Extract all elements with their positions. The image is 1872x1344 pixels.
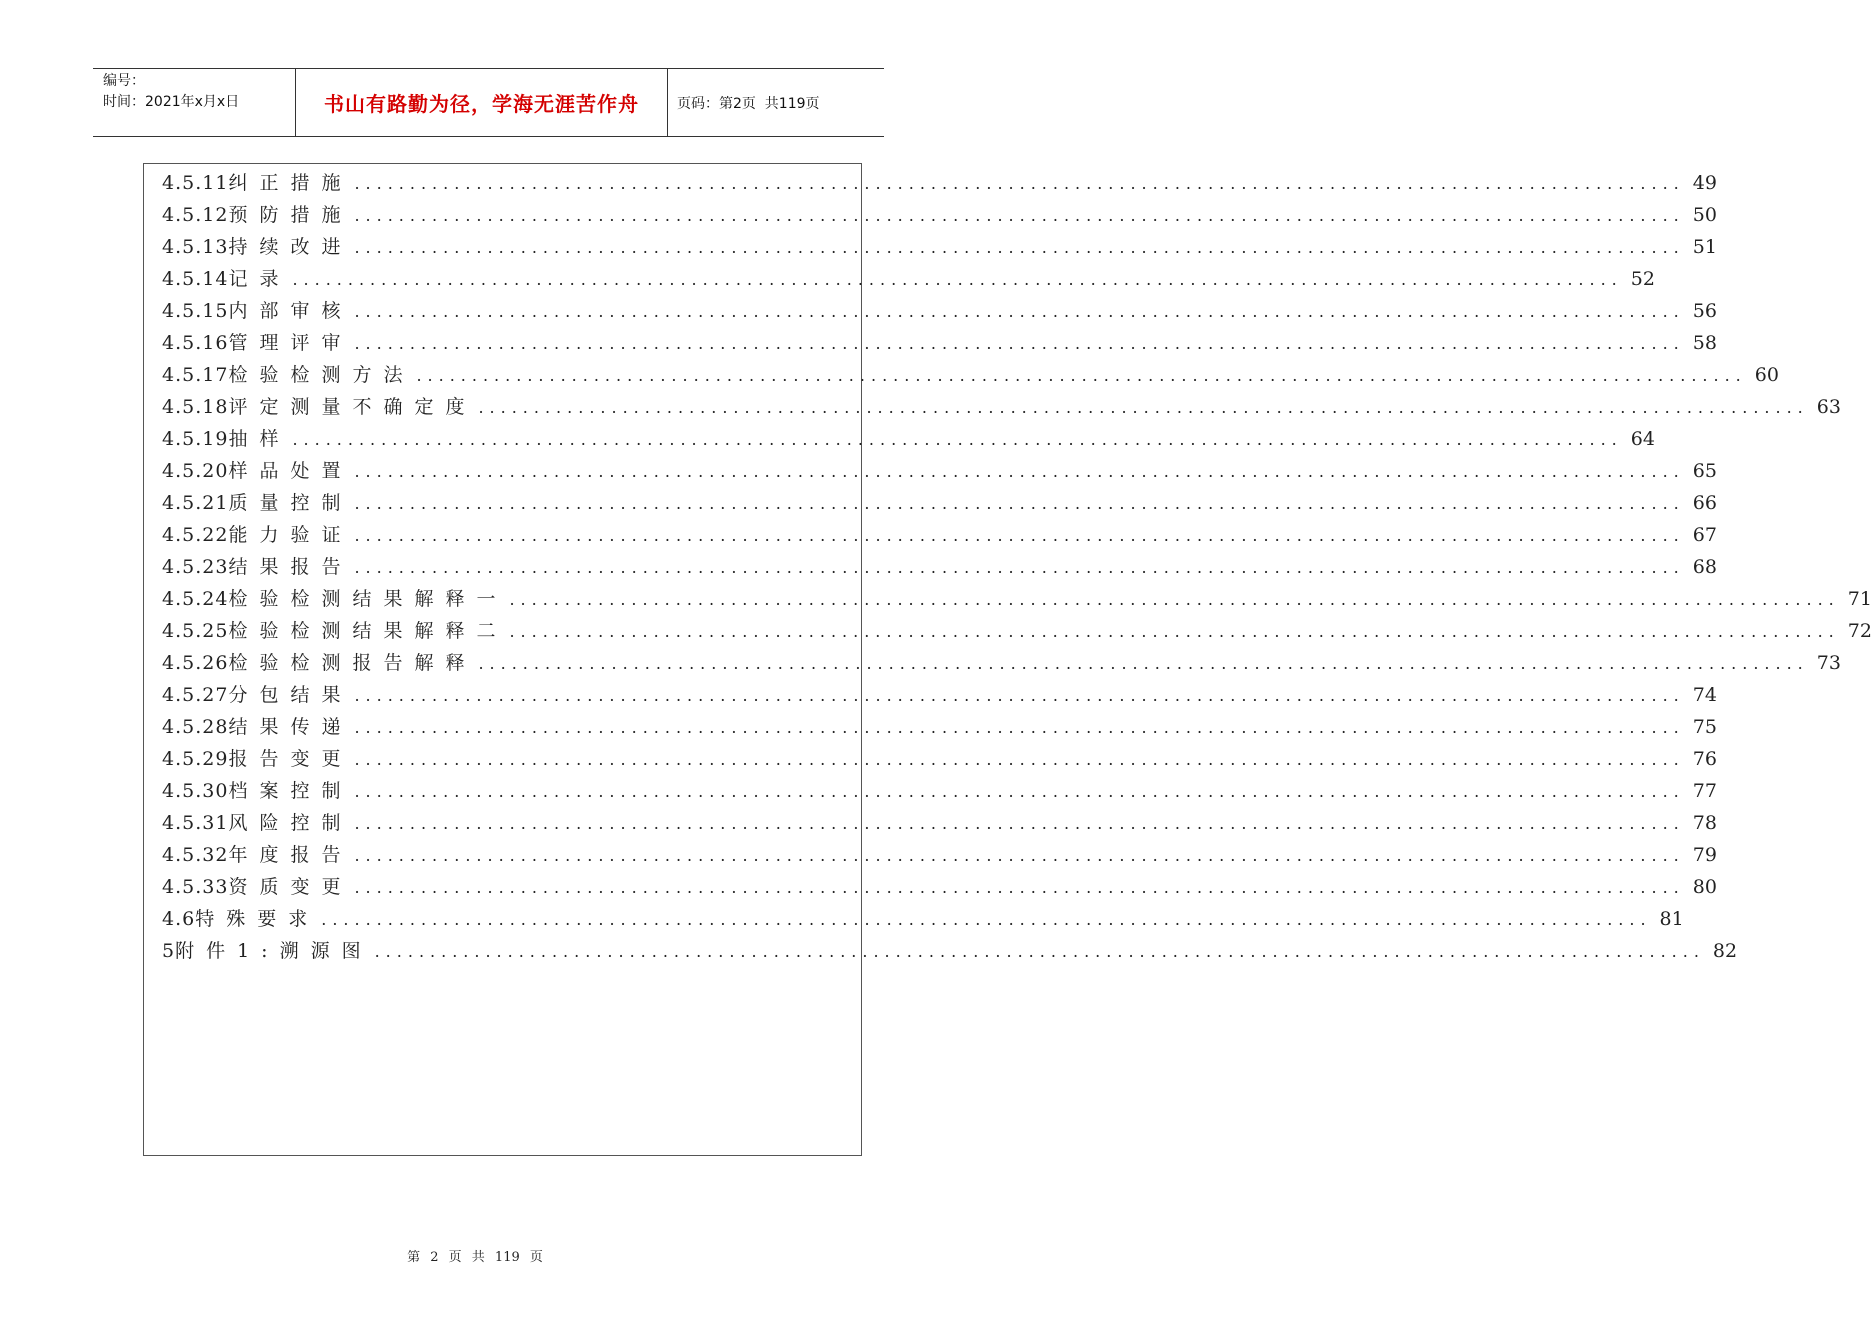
toc-entry-number: 4.5.12 bbox=[162, 204, 229, 226]
toc-entry-page: 79 bbox=[1692, 844, 1717, 866]
page-header bbox=[93, 68, 884, 137]
toc-entry-number: 4.5.24 bbox=[162, 588, 229, 610]
toc-entry-title: 检验检测结果解释二 bbox=[228, 620, 508, 642]
toc-entry-number: 4.5.21 bbox=[162, 492, 229, 514]
toc-entry-number: 4.5.17 bbox=[162, 364, 229, 386]
page-footer bbox=[0, 1246, 950, 1265]
toc-entry-page: 74 bbox=[1692, 684, 1717, 706]
toc-entry-title: 持续改进 bbox=[228, 236, 353, 258]
toc-entry-page: 75 bbox=[1692, 716, 1717, 738]
toc-entry-page: 76 bbox=[1692, 748, 1717, 770]
toc-dot-leader: ........................................................................................................................ bbox=[354, 238, 1685, 257]
toc-entry-number: 4.5.27 bbox=[162, 684, 229, 706]
toc-entry-page: 78 bbox=[1692, 812, 1717, 834]
toc-dot-leader: ........................................................................................................................ bbox=[292, 430, 1623, 449]
toc-entry-number: 4.5.14 bbox=[162, 268, 229, 290]
toc-entry-title: 纠正措施 bbox=[228, 172, 353, 194]
toc-entry[interactable] bbox=[162, 648, 1841, 678]
toc-entry-number: 4.5.18 bbox=[162, 396, 229, 418]
toc-entry-page: 82 bbox=[1712, 940, 1738, 962]
toc-dot-leader: ........................................................................................................................ bbox=[354, 334, 1685, 353]
toc-entry-page: 68 bbox=[1692, 556, 1717, 578]
toc-dot-leader: ........................................................................................................................ bbox=[416, 366, 1747, 385]
toc-dot-leader: ........................................................................................................................ bbox=[354, 526, 1685, 545]
toc-entry-number: 4.5.32 bbox=[162, 844, 229, 866]
toc-dot-leader: ........................................................................................................................ bbox=[354, 462, 1685, 481]
toc-dot-leader: ........................................................................................................................ bbox=[354, 206, 1685, 225]
toc-dot-leader: ........................................................................................................................ bbox=[292, 270, 1623, 289]
toc-entry[interactable] bbox=[162, 712, 1717, 742]
serial-number-label: 编号： bbox=[103, 73, 145, 89]
toc-entry-title: 检验检测方法 bbox=[228, 364, 415, 386]
toc-entry-number: 4.5.30 bbox=[162, 780, 229, 802]
toc-entry-number: 4.5.20 bbox=[162, 460, 229, 482]
toc-entry-title: 质量控制 bbox=[228, 492, 353, 514]
toc-entry-page: 49 bbox=[1692, 172, 1717, 194]
toc-entry-title: 年度报告 bbox=[228, 844, 353, 866]
toc-entry[interactable] bbox=[162, 840, 1717, 870]
toc-entry-number: 4.5.15 bbox=[162, 300, 229, 322]
toc-entry-page: 73 bbox=[1816, 652, 1841, 674]
toc-entry[interactable] bbox=[162, 424, 1655, 454]
toc-entry[interactable] bbox=[162, 328, 1717, 358]
toc-entry[interactable] bbox=[162, 584, 1872, 614]
toc-entry-number: 4.5.28 bbox=[162, 716, 229, 738]
toc-dot-leader: ........................................................................................................................ bbox=[354, 174, 1685, 193]
date-label: 时间：2021年x月x日 bbox=[103, 94, 240, 110]
footer-page-number: 第 2 页 共 119 页 bbox=[407, 1250, 543, 1265]
page-number-cell bbox=[668, 69, 884, 136]
toc-entry-number: 4.5.19 bbox=[162, 428, 229, 450]
toc-entry[interactable] bbox=[162, 552, 1717, 582]
toc-entry-title: 抽样 bbox=[228, 428, 291, 450]
toc-entry[interactable] bbox=[162, 616, 1872, 646]
toc-dot-leader: ........................................................................................................................ bbox=[354, 302, 1685, 321]
toc-dot-leader: ........................................................................................................................ bbox=[509, 590, 1840, 609]
toc-entry-page: 66 bbox=[1692, 492, 1717, 514]
toc-entry-title: 检验检测结果解释一 bbox=[228, 588, 508, 610]
toc-entry-title: 结果传递 bbox=[228, 716, 353, 738]
toc-entry[interactable] bbox=[162, 904, 1684, 934]
toc-entry-number: 4.5.25 bbox=[162, 620, 229, 642]
toc-entry[interactable] bbox=[162, 360, 1779, 390]
toc-entry[interactable] bbox=[162, 200, 1717, 230]
toc-entry-page: 60 bbox=[1754, 364, 1779, 386]
toc-dot-leader: ........................................................................................................................ bbox=[354, 558, 1685, 577]
toc-entry-title: 资质变更 bbox=[228, 876, 353, 898]
toc-entry-title: 评定测量不确定度 bbox=[228, 396, 477, 418]
toc-entry[interactable] bbox=[162, 296, 1717, 326]
toc-entry-page: 64 bbox=[1630, 428, 1655, 450]
toc-dot-leader: ........................................................................................................................ bbox=[374, 942, 1705, 961]
toc-dot-leader: ........................................................................................................................ bbox=[354, 750, 1685, 769]
toc-entry-title: 预防措施 bbox=[228, 204, 353, 226]
toc-entry[interactable] bbox=[162, 232, 1717, 262]
toc-entry-title: 附件1:溯源图 bbox=[175, 940, 373, 962]
toc-entry[interactable] bbox=[162, 520, 1717, 550]
toc-entry-page: 67 bbox=[1692, 524, 1717, 546]
toc-entry[interactable] bbox=[162, 872, 1717, 902]
toc-entry-title: 风险控制 bbox=[228, 812, 353, 834]
toc-entry-title: 管理评审 bbox=[228, 332, 353, 354]
toc-entry-page: 51 bbox=[1692, 236, 1717, 258]
table-of-contents bbox=[143, 163, 1872, 1156]
toc-entry-title: 检验检测报告解释 bbox=[228, 652, 477, 674]
toc-entry[interactable] bbox=[162, 808, 1717, 838]
toc-entry-title: 内部审核 bbox=[228, 300, 353, 322]
toc-entry-page: 71 bbox=[1847, 588, 1872, 610]
toc-dot-leader: ........................................................................................................................ bbox=[354, 814, 1685, 833]
toc-entry-number: 4.5.11 bbox=[162, 172, 229, 194]
toc-entry-number: 4.5.23 bbox=[162, 556, 229, 578]
toc-dot-leader: ........................................................................................................................ bbox=[321, 910, 1652, 929]
toc-entry[interactable] bbox=[162, 392, 1841, 422]
toc-dot-leader: ........................................................................................................................ bbox=[354, 718, 1685, 737]
toc-entry-number: 4.6 bbox=[162, 908, 196, 930]
toc-entry[interactable] bbox=[162, 680, 1717, 710]
toc-entry-number: 4.5.26 bbox=[162, 652, 229, 674]
toc-entry-number: 4.5.22 bbox=[162, 524, 229, 546]
motto-cell bbox=[295, 69, 668, 136]
toc-entry-page: 58 bbox=[1692, 332, 1717, 354]
toc-dot-leader: ........................................................................................................................ bbox=[509, 622, 1840, 641]
toc-entry[interactable] bbox=[162, 456, 1717, 486]
toc-entry[interactable] bbox=[162, 264, 1655, 294]
page-number-label: 页码：第2页 共119页 bbox=[677, 95, 820, 112]
toc-dot-leader: ........................................................................................................................ bbox=[354, 782, 1685, 801]
toc-entry-page: 77 bbox=[1692, 780, 1717, 802]
toc-dot-leader: ........................................................................................................................ bbox=[478, 398, 1809, 417]
toc-entry-title: 档案控制 bbox=[228, 780, 353, 802]
toc-entry[interactable] bbox=[162, 488, 1717, 518]
toc-dot-leader: ........................................................................................................................ bbox=[354, 686, 1685, 705]
toc-entry-page: 72 bbox=[1847, 620, 1872, 642]
motto-text: 书山有路勤为径，学海无涯苦作舟 bbox=[324, 92, 639, 116]
toc-dot-leader: ........................................................................................................................ bbox=[478, 654, 1809, 673]
toc-entry-title: 特殊要求 bbox=[195, 908, 320, 930]
toc-entry-title: 报告变更 bbox=[228, 748, 353, 770]
toc-entry[interactable] bbox=[162, 744, 1717, 774]
toc-entry-title: 结果报告 bbox=[228, 556, 353, 578]
toc-entry-page: 50 bbox=[1692, 204, 1717, 226]
toc-entry-number: 4.5.29 bbox=[162, 748, 229, 770]
toc-entry[interactable] bbox=[162, 936, 1738, 966]
toc-entry-title: 样品处置 bbox=[228, 460, 353, 482]
toc-entry-page: 80 bbox=[1692, 876, 1717, 898]
toc-entry-page: 56 bbox=[1692, 300, 1717, 322]
toc-entry[interactable] bbox=[162, 168, 1717, 198]
toc-entry-number: 4.5.33 bbox=[162, 876, 229, 898]
toc-entry-number: 4.5.31 bbox=[162, 812, 229, 834]
toc-entry-page: 81 bbox=[1659, 908, 1684, 930]
toc-entry-title: 分包结果 bbox=[228, 684, 353, 706]
header-meta bbox=[93, 69, 295, 136]
toc-dot-leader: ........................................................................................................................ bbox=[354, 878, 1685, 897]
toc-entry-title: 能力验证 bbox=[228, 524, 353, 546]
toc-entry-number: 5 bbox=[162, 940, 176, 962]
toc-entry-page: 65 bbox=[1692, 460, 1717, 482]
toc-dot-leader: ........................................................................................................................ bbox=[354, 494, 1685, 513]
toc-entry[interactable] bbox=[162, 776, 1717, 806]
toc-entry-page: 63 bbox=[1816, 396, 1841, 418]
toc-entry-title: 记录 bbox=[228, 268, 291, 290]
toc-dot-leader: ........................................................................................................................ bbox=[354, 846, 1685, 865]
toc-entry-number: 4.5.13 bbox=[162, 236, 229, 258]
toc-entry-number: 4.5.16 bbox=[162, 332, 229, 354]
toc-entry-page: 52 bbox=[1630, 268, 1655, 290]
